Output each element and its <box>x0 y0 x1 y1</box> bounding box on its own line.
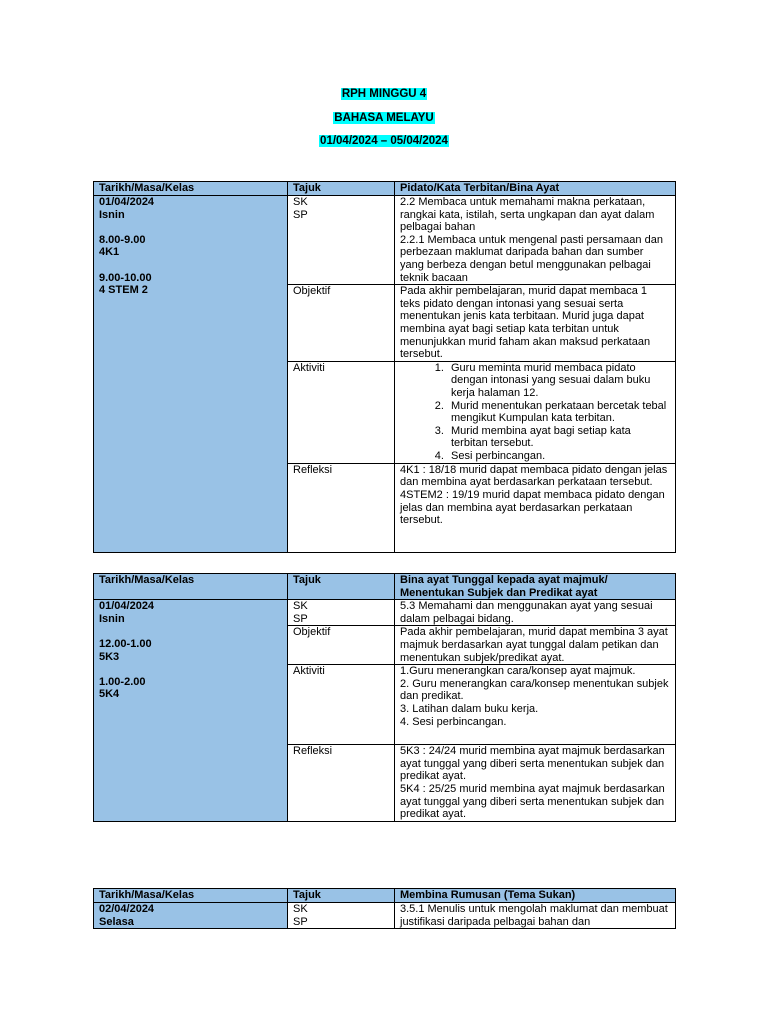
aktiviti-label: Aktiviti <box>288 665 395 745</box>
reflection-text: 4STEM2 : 19/19 murid dapat membaca pidato dengan jelas dan membina ayat berdasarkan perkataan tersebut. <box>400 488 665 527</box>
date-time-class-cell <box>94 600 288 822</box>
header-title: Bina ayat Tunggal kepada ayat majmuk/ Menentukan Subjek dan Predikat ayat <box>395 574 676 600</box>
learning-standard: 2.2.1 Membaca untuk mengenal pasti persamaan dan perbezaan maklumat daripada bahan dan sumber yang berbeza dengan betul menggunakan pelbagai teknik bacaan <box>400 233 663 284</box>
table-header-row <box>94 889 676 903</box>
sk-sp-label-cell <box>288 600 395 626</box>
lesson-time: 1.00-2.00 <box>99 675 146 688</box>
lesson-date: 01/04/2024 <box>99 196 155 208</box>
lesson-class: 5K4 <box>99 688 120 701</box>
refleksi-cell <box>395 745 676 822</box>
date-time-class-cell <box>94 196 288 553</box>
header-date-time-class: Tarikh/Masa/Kelas <box>94 889 288 903</box>
activity-item: 2. Guru menerangkan cara/konsep menentukan subjek dan predikat. <box>400 677 669 703</box>
sp-label: SP <box>293 915 308 928</box>
header-topic: Tajuk <box>288 889 395 903</box>
standard-cell <box>395 196 676 285</box>
content-standard: 2.2 Membaca untuk memahami makna perkataan, rangkai kata, istilah, serta ungkapan dan ayat dalam pelbagai bahan <box>400 196 655 234</box>
activity-item: 2. Murid menentukan perkataan bercetak tebal mengikut Kumpulan kata terbitan. <box>447 400 670 425</box>
reflection-text: 5K4 : 25/25 murid membina ayat majmuk berdasarkan ayat tunggal yang diberi serta menentukan subjek dan predikat ayat. <box>400 782 665 821</box>
doc-subject: BAHASA MELAYU <box>334 112 434 124</box>
lesson-day: Isnin <box>99 208 125 221</box>
doc-title: RPH MINGGU 4 <box>341 88 427 100</box>
header-date-time-class: Tarikh/Masa/Kelas <box>94 182 288 196</box>
standard-cell <box>395 903 676 929</box>
sk-sp-label-cell <box>288 903 395 929</box>
lesson-time: 8.00-9.00 <box>99 233 146 246</box>
standard-cell <box>395 600 676 626</box>
objektif-label: Objektif <box>288 285 395 362</box>
refleksi-cell <box>395 463 676 552</box>
sk-label: SK <box>293 600 308 613</box>
content-standard: 3.5.1 Menulis untuk mengolah maklumat dan membuat justifikasi daripada pelbagai bahan dan <box>400 903 668 928</box>
aktiviti-label: Aktiviti <box>288 361 395 463</box>
objektif-label: Objektif <box>288 626 395 665</box>
sk-sp-label-cell <box>288 196 395 285</box>
table-row <box>94 196 676 285</box>
reflection-text: 5K3 : 24/24 murid membina ayat majmuk berdasarkan ayat tunggal yang diberi serta menentukan subjek dan predikat ayat. <box>400 745 665 783</box>
activity-item: 3. Latihan dalam buku kerja. <box>400 702 539 715</box>
activity-item: 4. Sesi perbincangan. <box>447 450 670 463</box>
lesson-table-1 <box>93 181 676 553</box>
activity-item: 3. Murid membina ayat bagi setiap kata terbitan tersebut. <box>447 425 670 450</box>
header-date-time-class: Tarikh/Masa/Kelas <box>94 574 288 600</box>
table-row <box>94 903 676 929</box>
lesson-class: 5K3 <box>99 650 120 663</box>
lesson-day: Isnin <box>99 612 125 625</box>
date-time-class-cell <box>94 903 288 929</box>
sk-label: SK <box>293 196 308 208</box>
header-title: Membina Rumusan (Tema Sukan) <box>395 889 676 903</box>
refleksi-label: Refleksi <box>288 463 395 552</box>
lesson-time: 9.00-10.00 <box>99 271 152 284</box>
activity-item: 1.Guru menerangkan cara/konsep ayat majmuk. <box>400 665 636 678</box>
table-header-row <box>94 182 676 196</box>
sp-label: SP <box>293 612 308 625</box>
refleksi-label: Refleksi <box>288 745 395 822</box>
lesson-class: 4 STEM 2 <box>99 284 148 297</box>
lesson-table-2 <box>93 573 676 822</box>
activity-item: 1. Guru meminta murid membaca pidato dengan intonasi yang sesuai dalam buku kerja halaman 12. <box>447 362 670 400</box>
activity-list <box>400 362 670 463</box>
header-topic: Tajuk <box>288 182 395 196</box>
objektif-text: Pada akhir pembelajaran, murid dapat membaca 1 teks pidato dengan intonasi yang sesuai serta menentukan jenis kata terbitaan. Murid juga dapat membina ayat bagi setiap kata terbitan untuk menunjukkan murid faham akan maksud perkataan tersebut. <box>395 285 676 362</box>
objektif-text: Pada akhir pembelajaran, murid dapat membina 3 ayat majmuk berdasarkan ayat tunggal dalam petikan dan menentukan subjek/predikat ayat. <box>395 626 676 665</box>
lesson-date: 01/04/2024 <box>99 600 155 613</box>
activity-item: 4. Sesi perbincangan. <box>400 715 507 728</box>
sp-label: SP <box>293 208 308 221</box>
lesson-class: 4K1 <box>99 246 120 259</box>
lesson-day: Selasa <box>99 915 134 928</box>
header-topic: Tajuk <box>288 574 395 600</box>
table-header-row <box>94 574 676 600</box>
reflection-text: 4K1 : 18/18 murid dapat membaca pidato dengan jelas dan membina ayat berdasarkan perkataan tersebut. <box>400 463 668 489</box>
sk-label: SK <box>293 903 308 915</box>
header-title: Pidato/Kata Terbitan/Bina Ayat <box>395 182 676 196</box>
lesson-table-3 <box>93 888 676 929</box>
aktiviti-cell <box>395 665 676 745</box>
aktiviti-cell <box>395 361 676 463</box>
table-row <box>94 600 676 626</box>
lesson-date: 02/04/2024 <box>99 903 155 915</box>
content-standard: 5.3 Memahami dan menggunakan ayat yang sesuai dalam pelbagai bidang. <box>400 600 653 625</box>
lesson-time: 12.00-1.00 <box>99 637 152 650</box>
doc-date-range: 01/04/2024 – 05/04/2024 <box>320 135 448 147</box>
